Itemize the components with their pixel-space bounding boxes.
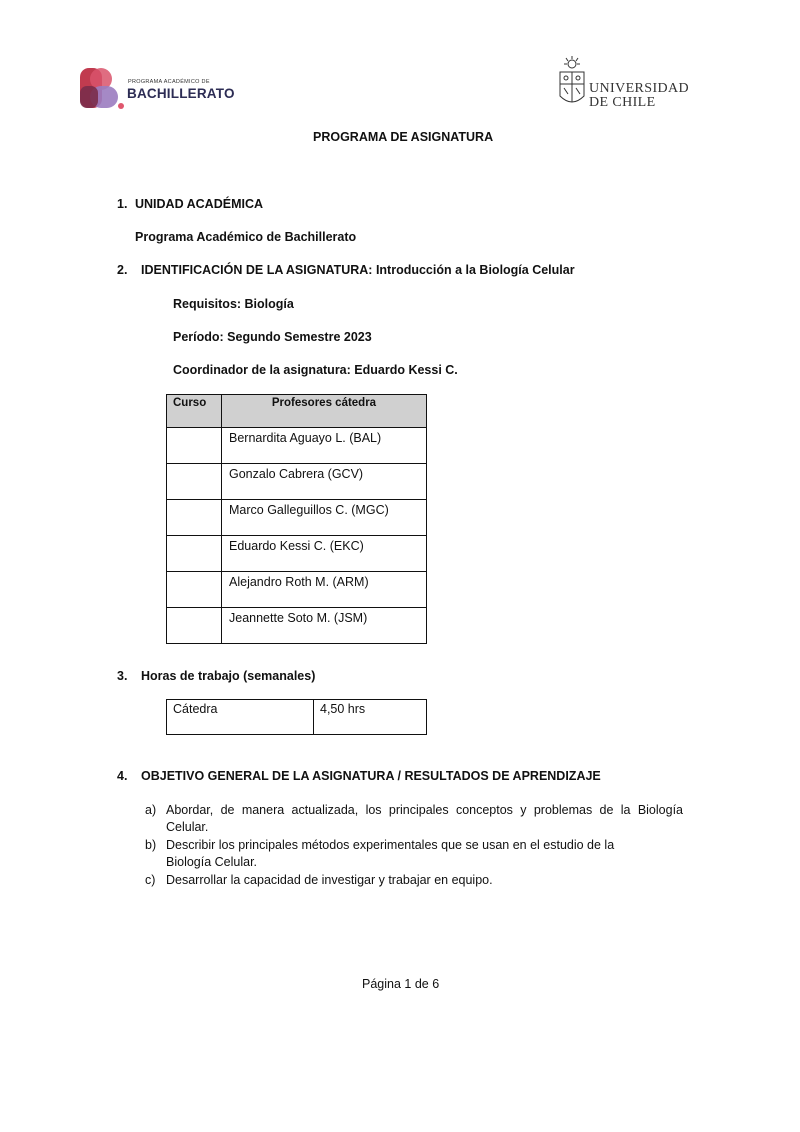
horas-label-cell: Cátedra bbox=[167, 700, 314, 735]
uchile-logo-line1: UNIVERSIDAD bbox=[589, 81, 690, 96]
objective-marker-b: b) bbox=[145, 838, 157, 852]
curso-cell bbox=[167, 608, 222, 644]
objective-b-line1: Describir los principales métodos experimentales que se usan en el estudio de la bbox=[166, 838, 615, 852]
objective-marker-a: a) bbox=[145, 803, 157, 817]
objective-a-line1: Abordar, de manera actualizada, los principales conceptos y problemas de la Biología bbox=[166, 803, 683, 817]
section4-number: 4. bbox=[117, 769, 128, 783]
table-row bbox=[167, 700, 427, 735]
profesores-table-header bbox=[167, 395, 427, 428]
profesor-cell: Bernardita Aguayo L. (BAL) bbox=[222, 428, 427, 464]
curso-cell bbox=[167, 500, 222, 536]
horas-table bbox=[166, 699, 427, 735]
table-row bbox=[167, 500, 427, 536]
table-row bbox=[167, 428, 427, 464]
profesor-cell: Gonzalo Cabrera (GCV) bbox=[222, 464, 427, 500]
profesores-table bbox=[166, 394, 427, 644]
coordinador: Coordinador de la asignatura: Eduardo Kessi C. bbox=[173, 363, 458, 377]
section1-heading: UNIDAD ACADÉMICA bbox=[135, 197, 264, 211]
periodo: Período: Segundo Semestre 2023 bbox=[173, 330, 372, 344]
section4-heading: OBJETIVO GENERAL DE LA ASIGNATURA / RESULTADOS DE APRENDIZAJE bbox=[141, 769, 601, 783]
header-profesores: Profesores cátedra bbox=[222, 395, 427, 428]
section2-heading: IDENTIFICACIÓN DE LA ASIGNATURA: Introducción a la Biología Celular bbox=[141, 263, 575, 277]
bachillerato-logo-icon bbox=[80, 68, 124, 110]
table-row bbox=[167, 572, 427, 608]
section3-heading: Horas de trabajo (semanales) bbox=[141, 669, 316, 683]
profesor-cell: Alejandro Roth M. (ARM) bbox=[222, 572, 427, 608]
curso-cell bbox=[167, 428, 222, 464]
bachillerato-logo bbox=[80, 68, 245, 110]
section3-number: 3. bbox=[117, 669, 128, 683]
section2-number: 2. bbox=[117, 263, 128, 277]
table-row bbox=[167, 608, 427, 644]
page-number: Página 1 de 6 bbox=[362, 977, 440, 991]
bachillerato-logo-subtitle: PROGRAMA ACADÉMICO DE bbox=[128, 79, 210, 85]
curso-cell bbox=[167, 464, 222, 500]
uchile-crest-icon bbox=[557, 56, 587, 112]
header-curso: Curso bbox=[167, 395, 222, 428]
uchile-logo bbox=[557, 56, 697, 112]
horas-value-cell: 4,50 hrs bbox=[314, 700, 427, 735]
objective-c-line1: Desarrollar la capacidad de investigar y trabajar en equipo. bbox=[166, 873, 493, 887]
section1-value: Programa Académico de Bachillerato bbox=[135, 230, 357, 244]
table-row bbox=[167, 464, 427, 500]
uchile-logo-line2: DE CHILE bbox=[589, 95, 656, 110]
curso-cell bbox=[167, 536, 222, 572]
document-title: PROGRAMA DE ASIGNATURA bbox=[313, 130, 494, 144]
objective-a-line2: Celular. bbox=[166, 820, 209, 834]
table-row bbox=[167, 536, 427, 572]
profesor-cell: Eduardo Kessi C. (EKC) bbox=[222, 536, 427, 572]
section1-number: 1. bbox=[117, 197, 128, 211]
curso-cell bbox=[167, 572, 222, 608]
profesor-cell: Jeannette Soto M. (JSM) bbox=[222, 608, 427, 644]
objective-marker-c: c) bbox=[145, 873, 156, 887]
bachillerato-logo-title: BACHILLERATO bbox=[127, 86, 235, 101]
objective-b-line2: Biología Celular. bbox=[166, 855, 258, 869]
requisitos: Requisitos: Biología bbox=[173, 297, 294, 311]
profesor-cell: Marco Galleguillos C. (MGC) bbox=[222, 500, 427, 536]
